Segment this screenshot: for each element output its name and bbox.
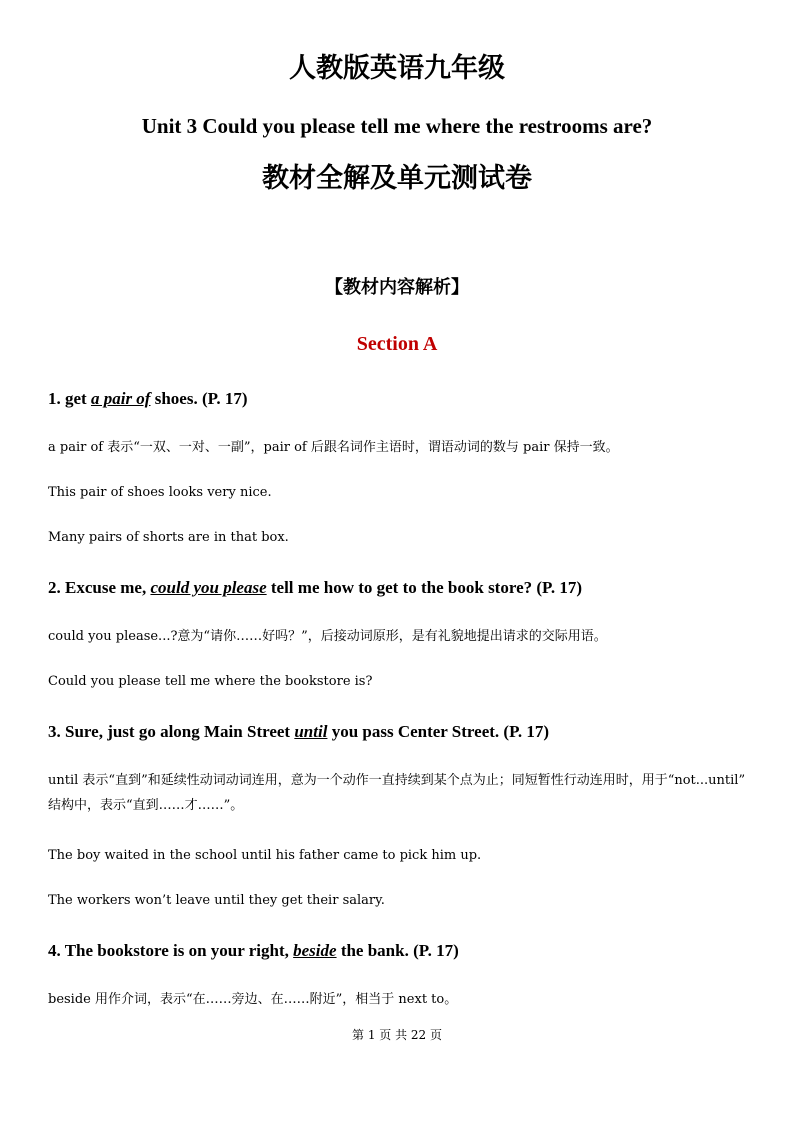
- explanation-text: until 表示“直到”和延续性动词动词连用，意为一个动作一直持续到某个点为止；同短暂性行动连用时，用于“not...until” 结构中，表示“直到……才……”。: [48, 773, 746, 813]
- item-1-heading: [48, 387, 248, 411]
- page-footer: 第 1 页 共 22 页: [352, 1028, 442, 1042]
- example-sentence: This pair of shoes looks very nice.: [48, 485, 272, 500]
- key-phrase: a pair of: [90, 389, 151, 408]
- example-sentence: The workers won’t leave until they get their salary.: [48, 893, 385, 908]
- example-sentence: Could you please tell me where the bookstore is?: [48, 674, 373, 689]
- section-a-heading: Section A: [356, 333, 438, 355]
- item-4-heading: [48, 939, 459, 963]
- explanation-text: a pair of 表示“一双、一对、一副”，pair of 后跟名词作主语时，谓语动词的数与 pair 保持一致。: [48, 440, 619, 455]
- item-heading-text: 1. get: [48, 389, 91, 408]
- key-phrase: could you please: [150, 578, 267, 597]
- item-heading-text: 4. The bookstore is on your right,: [48, 941, 294, 960]
- item-heading-text: you pass Center Street. (P. 17): [327, 722, 550, 741]
- item-heading-text: shoes. (P. 17): [150, 389, 248, 408]
- explanation-text: could you please...?意为“请你……好吗？”，后接动词原形，是有礼貌地提出请求的交际用语。: [48, 629, 607, 644]
- section-heading: 【教材内容解析】: [325, 277, 469, 298]
- document-subtitle: 教材全解及单元测试卷: [262, 163, 532, 194]
- explanation-text: beside 用作介词，表示“在……旁边、在……附近”，相当于 next to。: [48, 992, 458, 1007]
- item-heading-text: 3. Sure, just go along Main Street: [48, 722, 295, 741]
- item-heading-text: the bank. (P. 17): [336, 941, 459, 960]
- key-phrase: until: [294, 722, 328, 741]
- item-3-heading: [48, 720, 549, 744]
- item-2-heading: [48, 576, 582, 600]
- example-sentence: Many pairs of shorts are in that box.: [48, 530, 289, 545]
- item-heading-text: tell me how to get to the book store? (P. 17): [266, 578, 583, 597]
- key-phrase: beside: [293, 941, 337, 960]
- item-heading-text: 2. Excuse me,: [48, 578, 151, 597]
- document-title: 人教版英语九年级: [289, 53, 505, 84]
- example-sentence: The boy waited in the school until his father came to pick him up.: [48, 848, 482, 863]
- unit-title: Unit 3 Could you please tell me where the restrooms are?: [141, 114, 653, 138]
